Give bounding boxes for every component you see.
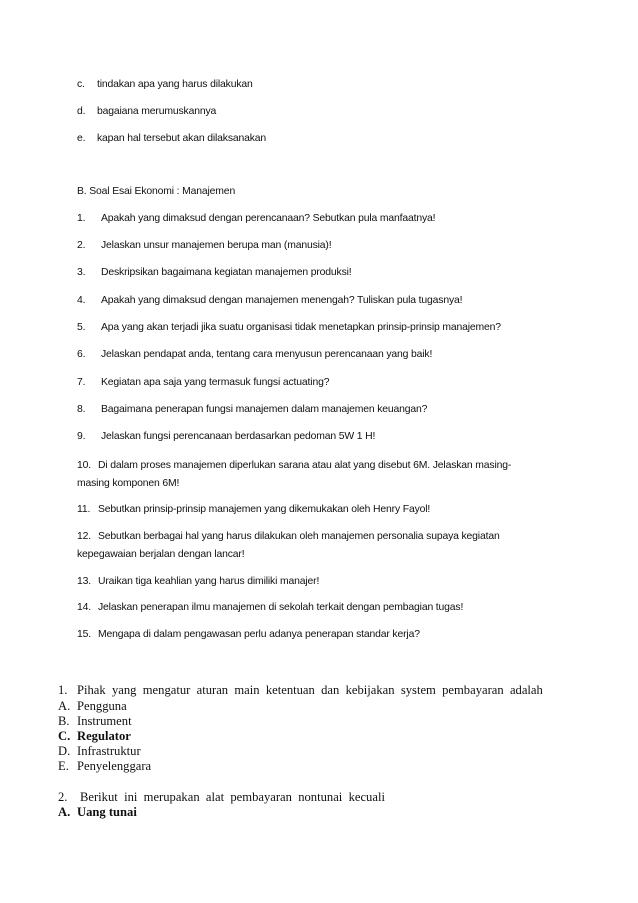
option-letter-correct: A.: [58, 805, 71, 819]
section-b-heading: B. Soal Esai Ekonomi : Manajemen: [77, 186, 236, 197]
question-number: 5.: [77, 322, 86, 333]
question-text: Berikut ini merupakan alat pembayaran nontunai kecuali: [80, 790, 385, 804]
question-text: Apakah yang dimaksud dengan manajemen menengah? Tuliskan pula tugasnya!: [101, 295, 463, 306]
question-text: Sebutkan prinsip-prinsip manajemen yang dikemukakan oleh Henry Fayol!: [98, 504, 431, 515]
question-text: Pihak yang mengatur aturan main ketentuan dan kebijakan system pembayaran adalah: [77, 683, 543, 697]
question-text: Jelaskan fungsi perencanaan berdasarkan pedoman 5W 1 H!: [101, 431, 376, 442]
option-letter: A.: [58, 699, 71, 713]
question-text: Jelaskan penerapan ilmu manajemen di sekolah terkait dengan pembagian tugas!: [98, 602, 464, 613]
question-text-line1: Di dalam proses manajemen diperlukan sarana atau alat yang disebut 6M. Jelaskan masing-: [98, 460, 512, 471]
question-number: 13.: [77, 576, 91, 587]
question-text-line2: masing komponen 6M!: [77, 478, 180, 489]
question-text: Uraikan tiga keahlian yang harus dimiliki manajer!: [98, 576, 320, 587]
option-e-text: kapan hal tersebut akan dilaksanakan: [97, 133, 267, 144]
question-number: 1.: [58, 683, 68, 697]
question-text: Jelaskan pendapat anda, tentang cara menyusun perencanaan yang baik!: [101, 349, 433, 360]
question-number: 8.: [77, 404, 86, 415]
question-text: Bagaimana penerapan fungsi manajemen dalam manajemen keuangan?: [101, 404, 428, 415]
option-e-letter: e.: [77, 133, 86, 144]
question-number: 15.: [77, 629, 91, 640]
option-text: Instrument: [77, 714, 132, 728]
option-letter: D.: [58, 744, 71, 758]
question-number: 2.: [58, 790, 68, 804]
question-text: Apakah yang dimaksud dengan perencanaan? Sebutkan pula manfaatnya!: [101, 213, 436, 224]
option-text: Infrastruktur: [77, 744, 141, 758]
question-number: 14.: [77, 602, 91, 613]
question-number: 7.: [77, 377, 86, 388]
option-text-correct: Uang tunai: [77, 805, 137, 819]
question-number: 9.: [77, 431, 86, 442]
option-letter: E.: [58, 759, 69, 773]
question-number: 10.: [77, 460, 91, 471]
option-text: Pengguna: [77, 699, 127, 713]
question-text-line2: kepegawaian berjalan dengan lancar!: [77, 549, 245, 560]
question-number: 12.: [77, 531, 91, 542]
question-text: Jelaskan unsur manajemen berupa man (manusia)!: [101, 240, 332, 251]
question-number: 3.: [77, 267, 86, 278]
option-c-letter: c.: [77, 79, 85, 90]
question-text: Apa yang akan terjadi jika suatu organisasi tidak menetapkan prinsip-prinsip manajemen?: [101, 322, 501, 333]
option-c-text: tindakan apa yang harus dilakukan: [97, 79, 253, 90]
option-text: Penyelenggara: [77, 759, 152, 773]
question-text-line1: Sebutkan berbagai hal yang harus dilakukan oleh manajemen personalia supaya kegiatan: [98, 531, 500, 542]
question-number: 1.: [77, 213, 86, 224]
question-text: Mengapa di dalam pengawasan perlu adanya penerapan standar kerja?: [98, 629, 420, 640]
option-text-correct: Regulator: [77, 729, 131, 743]
option-d-text: bagaiana merumuskannya: [97, 106, 217, 117]
question-text: Deskripsikan bagaimana kegiatan manajemen produksi!: [101, 267, 352, 278]
option-letter-correct: C.: [58, 729, 71, 743]
option-letter: B.: [58, 714, 70, 728]
question-number: 4.: [77, 295, 86, 306]
question-text: Kegiatan apa saja yang termasuk fungsi actuating?: [101, 377, 330, 388]
question-number: 2.: [77, 240, 86, 251]
option-d-letter: d.: [77, 106, 86, 117]
question-number: 6.: [77, 349, 86, 360]
question-number: 11.: [77, 504, 91, 515]
